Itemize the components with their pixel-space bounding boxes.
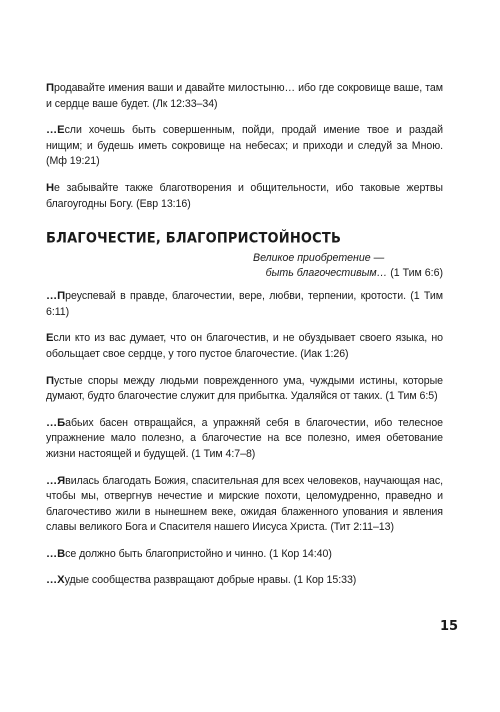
verse-text: устые споры между людьми поврежденного ума, чуждыми истины, которые думают, будто благочестие служит для прибытка. Удаляйся от таких. (1 Тим 6:5) xyxy=(46,374,443,403)
verse-text: сли хочешь быть совершенным, пойди, продай имение твое и раздай нищим; и будешь иметь сокровище на небесах; и приходи и следуй за Мною. (Мф 19:21) xyxy=(46,124,443,168)
verse-paragraph xyxy=(46,81,443,112)
verse-paragraph xyxy=(46,474,443,536)
verse-text: се должно быть благопристойно и чинно. (1 Кор 14:40) xyxy=(65,547,332,560)
epigraph xyxy=(253,251,443,280)
drop-lead: …Б xyxy=(46,416,66,429)
verse-paragraph xyxy=(46,123,443,170)
page-content xyxy=(46,81,443,600)
drop-lead: П xyxy=(46,374,54,387)
epigraph-line: Великое приобретение — xyxy=(253,252,385,265)
drop-lead: …П xyxy=(46,290,66,303)
drop-lead: Н xyxy=(46,181,55,194)
verse-paragraph xyxy=(46,331,443,362)
verse-paragraph xyxy=(46,289,443,320)
drop-lead: Е xyxy=(46,332,54,345)
epigraph-line-ref xyxy=(253,266,443,281)
verse-text: абьих басен отвращайся, а упражняй себя в благочестии, ибо телесное упражнение мало полезно, а благочестие на все полезно, имея обетование жизни настоящей и будущей. (1 Тим 4:7–8) xyxy=(46,416,443,460)
section-heading: БЛАГОЧЕСТИЕ, БЛАГОПРИСТОЙНОСТЬ xyxy=(46,230,342,248)
epigraph-reference: (1 Тим 6:6) xyxy=(387,266,443,279)
verse-text: е забывайте также благотворения и общительности, ибо таковые жертвы благоугодны Богу. (Евр 13:16) xyxy=(46,181,443,210)
verse-paragraph xyxy=(46,181,443,212)
verse-text: сли кто из вас думает, что он благочестив, и не обуздывает своего языка, но обольщает свое сердце, у того пустое благочестие. (Иак 1:26) xyxy=(46,332,443,360)
page-number: 15 xyxy=(440,619,459,634)
drop-lead: …Х xyxy=(46,574,65,587)
drop-lead: …Я xyxy=(46,474,66,487)
verse-text: удые сообщества развращают добрые нравы. (1 Кор 15:33) xyxy=(64,574,357,587)
verse-text: родавайте имения ваши и давайте милостыню… ибо где сокровище ваше, там и сердце ваше будет. (Лк 12:33–34) xyxy=(46,82,443,110)
drop-lead: П xyxy=(46,82,54,94)
verse-paragraph xyxy=(46,374,443,405)
verse-paragraph xyxy=(46,416,443,463)
verse-paragraph xyxy=(46,573,443,589)
epigraph-quote: быть благочестивым… xyxy=(265,266,388,279)
drop-lead: …Е xyxy=(46,124,65,137)
drop-lead: …В xyxy=(46,547,66,560)
verse-text: вилась благодать Божия, спасительная для всех человеков, научающая нас, чтобы мы, отвергнув нечестие и мирские похоти, целомудренно, праведно и благочестиво жили в нынешнем веке, ожидая блаженного упования и явления славы великого Бога и Спасителя нашего Иисуса Христа. (Тит 2:11–13) xyxy=(46,474,443,534)
verse-text: реуспевай в правде, благочестии, вере, любви, терпении, кротости. (1 Тим 6:11) xyxy=(46,290,443,318)
verse-paragraph xyxy=(46,547,443,563)
